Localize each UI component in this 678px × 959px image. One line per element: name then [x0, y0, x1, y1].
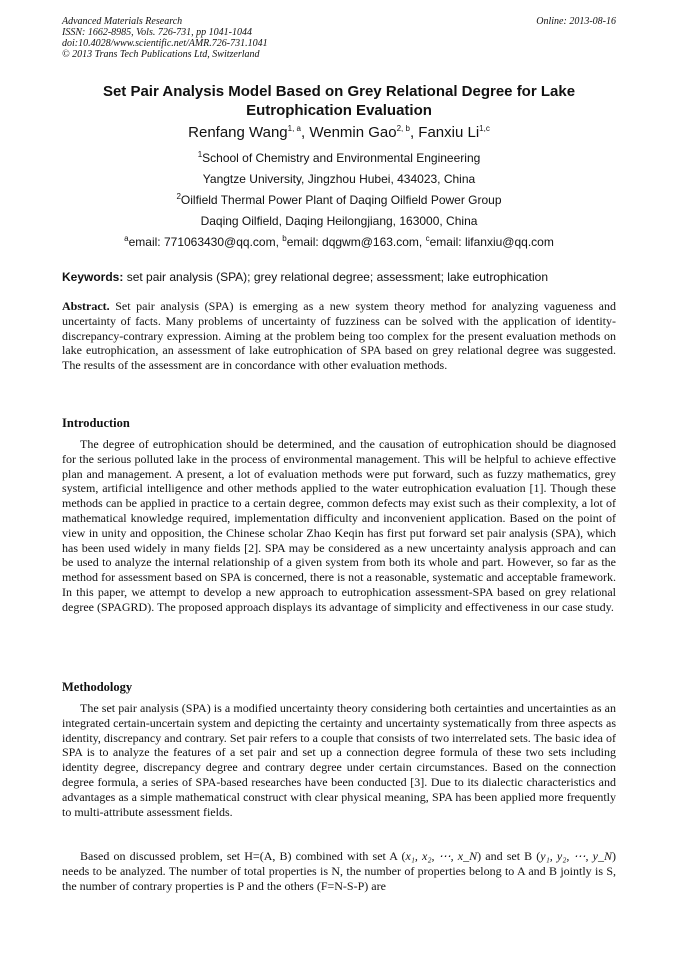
email-text: email: 771063430@qq.com, [128, 235, 283, 249]
methodology-text-part: Based on discussed problem, set H=(A, B) combined with set A ( [80, 849, 406, 863]
affiliation-number: 2 [176, 192, 181, 201]
methodology-text: The set pair analysis (SPA) is a modified uncertainty theory considering both certainties and uncertainties as an integrated certain-uncertain system and depicting the certainty and uncertainty systematically from three aspects as identity, discrepancy and contrary. Set pair refers to a couple that consists of two interrelated sets. The basic idea of SPA is to analyze the features of a set pair and set up a connection degree formula of these two sets including identity degree, discrepancy degree and contrary degree under certain circumstances. Based on the connection degree formula, a series of SPA-based researches have been conducted [3]. Due to its dialectic characteristics and advantages as a simple mathematical construct with clear physical meaning, SPA has been applied more frequently to multi-attribute assessment fields. [62, 701, 616, 819]
affiliation-2-line-1 [62, 193, 616, 207]
email-superscript: b [282, 234, 287, 243]
affiliation-2-line-2: Daqing Oilfield, Daqing Heilongjiang, 163000, China [200, 214, 478, 228]
affiliation-1-line-1 [62, 151, 616, 165]
methodology-text-part: ) and set B ( [477, 849, 541, 863]
author-name: Fanxiu Li [418, 124, 480, 141]
online-date: Online: 2013-08-16 [536, 16, 616, 27]
affiliation-text: Oilfield Thermal Power Plant of Daqing Oilfield Power Group [180, 193, 502, 207]
author-superscript: 2, b [396, 124, 410, 133]
keywords-text: set pair analysis (SPA); grey relational degree; assessment; lake eutrophication [123, 270, 549, 284]
author-name: Renfang Wang [188, 124, 288, 141]
section-heading-introduction: Introduction [62, 416, 130, 430]
affiliation-number: 1 [197, 150, 203, 159]
email-superscript: a [124, 234, 129, 243]
affiliation-text: School of Chemistry and Environmental Engineering [202, 151, 481, 165]
set-a-elements: x₁, x₂, ⋯, x_N [405, 849, 478, 863]
author-superscript: 1, a [287, 124, 301, 133]
abstract [62, 299, 616, 373]
doi-line: doi:10.4028/www.scientific.net/AMR.726-731.1041 [62, 38, 268, 49]
email-superscript: c [425, 234, 430, 243]
keywords [62, 270, 616, 284]
journal-header [62, 16, 268, 60]
methodology-paragraph-2 [62, 849, 616, 893]
author-superscript: 1,c [479, 124, 490, 133]
email-text: email: lifanxiu@qq.com [429, 235, 554, 249]
journal-name: Advanced Materials Research [62, 16, 183, 27]
email-text: email: dqgwm@163.com, [286, 235, 426, 249]
author-separator: , [301, 124, 310, 141]
methodology-text-part: ) needs to be analyzed. The number of total properties is N, the number of properties belong to A and B jointly is S, the number of contrary properties is P and the others (F=N-S-P) are [62, 849, 616, 893]
abstract-text: Set pair analysis (SPA) is emerging as a new system theory method for analyzing vagueness and uncertainty of facts. Many problems of uncertainty of fuzziness can be solved with the application of identity-discrepancy-contrary expression. Aiming at the problem being too complex for the present evaluation methods on lake eutrophication, an assessment of lake eutrophication of SPA based on grey relational degree was suggested. The results of the assessment are in concordance with other evaluation methods. [62, 299, 616, 373]
affiliation-1-line-2: Yangtze University, Jingzhou Hubei, 434023, China [202, 172, 476, 186]
author-separator: , [409, 124, 419, 141]
abstract-label: Abstract. [62, 299, 110, 313]
set-b-elements: y₁, y₂, ⋯, y_N [540, 849, 612, 863]
section-heading-methodology: Methodology [62, 680, 133, 694]
email-line [62, 235, 616, 249]
author-name: Wenmin Gao [309, 124, 397, 141]
keywords-label: Keywords: [62, 270, 124, 284]
author-list [62, 124, 616, 142]
paper-title: Set Pair Analysis Model Based on Grey Relational Degree for Lake Eutrophication Evaluation [102, 83, 576, 119]
copyright-line: © 2013 Trans Tech Publications Ltd, Switzerland [62, 49, 260, 60]
issn-line: ISSN: 1662-8985, Vols. 726-731, pp 1041-1044 [62, 27, 252, 38]
introduction-text: The degree of eutrophication should be determined, and the causation of eutrophication should be diagnosed for the serious polluted lake in the process of environmental management. This will be helpful to achieve effective plan and management. A present, a lot of evaluation methods were put forward, such as fuzzy mathematics, grey system, artificial intelligence and other methods applied to the water eutrophication evaluation [1]. Though these methods can be applied in practice to a certain degree, common defects may exist such as their complexity, a lot of mathematical knowledge required, implementation difficulty and inconvenient application. Based on the point of view in unity and opposition, the Chinese scholar Zhao Keqin has first put forward set pair analysis (SPA), which has been used widely in many fields [2]. SPA may be considered as a new uncertainty analysis approach and can be used to analyze the internal relationship of a given system from both its whole and part. However, so far as the method for assessment based on SPA is concerned, there is not a reasonable, systematic and acceptable framework. In this paper, we attempt to develop a new approach to eutrophication assessment-SPA based on grey relational degree (SPAGRD). The proposed approach displays its advantage of simplicity and effectiveness in our case study. [62, 437, 616, 614]
